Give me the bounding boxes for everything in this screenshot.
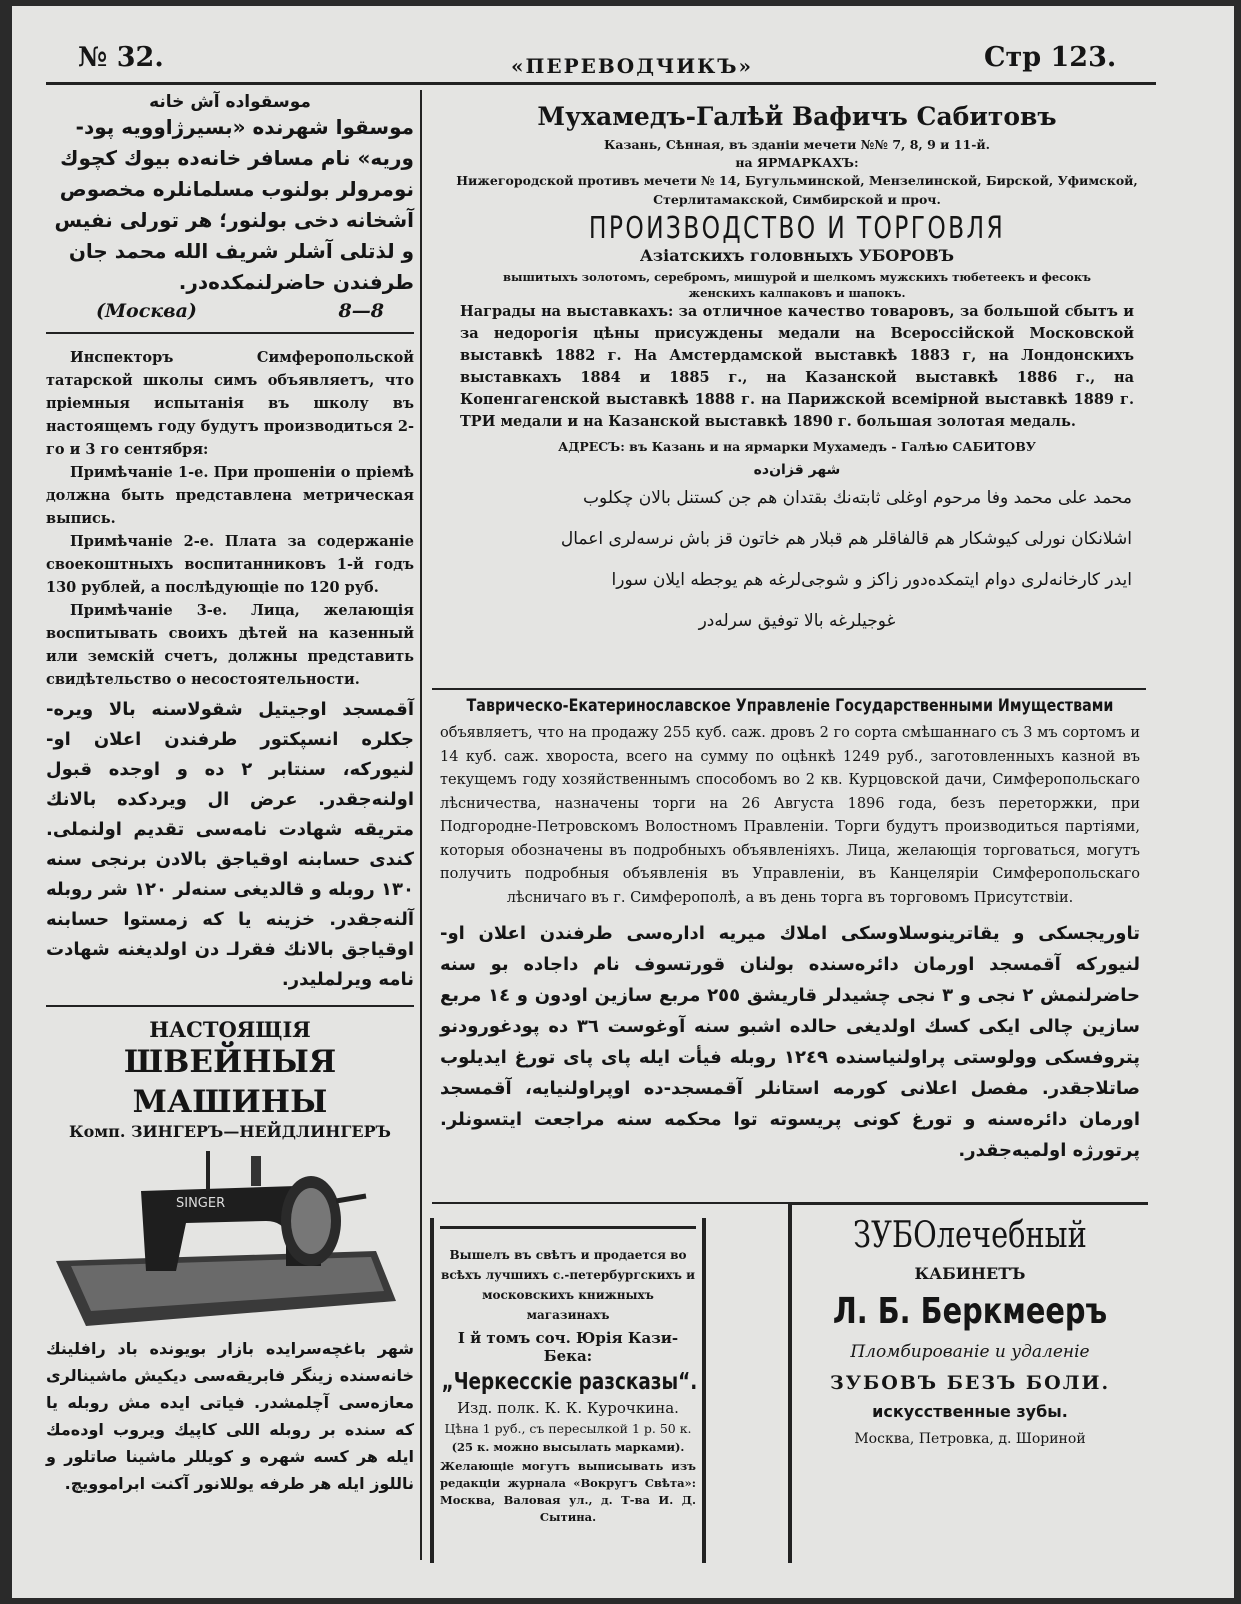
sabitov-name: Мухамедъ-Галѣй Вафичъ Сабитовъ (537, 102, 1057, 131)
arabic-line: ایدر کارخانەلری دوام ایتمکدەدور زاکز و شوجی‌لرغە هم یوجطە ایلان سورا (611, 570, 1132, 590)
singer-brand: SINGER (176, 1196, 226, 1211)
singer-ad-arabic: شهر باغچەسرایدە بازار بویوندە باد رافلینك خانەسندە زینگر فابریقەسی دیکیش ماشینالری معازەسی آچلمشدر. فیاتی ایدە مش روبلە یا کە سندە بر روبلە اللی کاپیك ویروب اودەمك ایلە هر کسە شهرە و کویللر ماشینا صاتلور و ناللوز ایلە هر طرفە یوللانور آکنت ابراموویچ. (46, 1339, 414, 1493)
book-title: „Черкесскіе разсказы“. (441, 1369, 698, 1395)
arabic-line: و لذتلی آشلر شریف الله محمد جان (68, 239, 414, 263)
book-ad (430, 1218, 706, 1563)
notice-paragraph: Инспекторъ Симферопольской татарской школы симъ объявляетъ, что пріемныя испытанія въ школу въ настоящемъ году будутъ производиться 2-го и 3 го сентября: (46, 349, 414, 458)
book-volume: I й томъ соч. Юрія Кази-Бека: (457, 1329, 679, 1365)
book-price: Цѣна 1 руб., съ пересылкой 1 р. 50 к. (444, 1421, 692, 1436)
section-rule (46, 332, 414, 334)
dentist-line2: КАБИНЕТЪ (914, 1264, 1026, 1283)
notice-paragraph: Примѣчаніе 2-е. Плата за содержаніе своекоштныхъ воспитанниковъ 1-й годъ 130 рублей, а послѣдующіе по 120 руб. (46, 533, 414, 596)
tavria-arabic: تاوریجسکی و یقاترینوسلاوسکی املاك ميريه ادارەسی طرفندن اعلان او-لنیورکە آقمسجد اورمان دائرەسندە بولنان قورتسوف نام داجادە بو سنە حاضرلنمش ٢ نجی و ٣ نجی چشیدلر قاریشق ٢٥٥ مربع سازین اودون و ١٤ مربع سازین چالی ایکی کسك اولدیغی حالدە اشبو سنە آوغوست ٣٦ دە پودغورودنو پتروفسکی وولوستی پراولنیاسندە ١٢٤٩ روبلە فیأت ایلە پای پای تورغ ایدیلوب صاتلاجقدر. مفصل اعلانی کورمە استانلر آقمسجد-دە اوپراولنیایە، آقمسجد اورمان دائرەسنە و تورغ کونی پریسوتە توا محکمە سنە مراجعت ایتسونلر. پرتورژە اولمیەجقدر. (440, 923, 1140, 1161)
left-column (46, 92, 414, 1497)
tavria-body: объявляетъ, что на продажу 255 куб. саж. дровъ 2 го сорта смѣшаннаго съ 3 мъ сортомъ и 14 куб. саж. хвороста, всего на сумму по оцѣнкѣ 1249 руб., заготовленныхъ казной въ текущемъ году хозяйственнымъ способомъ во 2 кв. Курцовской дачи, Симферопольскаго лѣсничества, назначены торги на 26 Августа 1896 года, безъ переторжки, при Подгородне-Петровскомъ Волостномъ Правленіи. Торги будутъ производиться партіями, которыя обозначены въ подробныхъ объявленіяхъ. Лица, желающія торговаться, могутъ получить подробныя объявленія въ Управленіи, въ Канцеляріи Симферопольскаго лѣсничаго въ г. Симферополѣ, а въ день торга въ торговомъ Присутствіи. (440, 725, 1140, 906)
sabitov-ad (452, 102, 1142, 642)
dentist-services: Пломбированіе и удаленіе (850, 1342, 1090, 1362)
box-rule (440, 1226, 696, 1229)
awards-text: Награды на выставкахъ: за отличное качество товаровъ, за большой сбытъ и за недорогія цѣны присуждены медали на Всероссійской Московской выставкѣ 1882 г. На Амстердамской выставкѣ 1883 г, на Лондонскихъ выставкахъ 1884 и 1885 г., на Казанской выставкѣ 1886 г., на Копенгагенской выставкѣ 1888 г. на Парижской всемірной выставкѣ 1889 г. ТРИ медали и на Казанской выставкѣ 1890 г. большая золотая медаль. (460, 303, 1134, 430)
arabic-line: موسقوا شهرندە «بسیرژاوویه پود- (75, 115, 414, 139)
singer-line2: ШВЕЙНЫЯ МАШИНЫ (123, 1044, 337, 1120)
sabitov-arabic (452, 478, 1142, 642)
arabic-ad-title: موسقوادە آش خانە (149, 92, 311, 112)
dentist-line1: ЗУБОлечебный (853, 1215, 1087, 1256)
production-headline: ПРОИЗВОДСТВО И ТОРГОВЛЯ (588, 211, 1006, 246)
newspaper-title: «ПЕРЕВОДЧИКЪ» (510, 54, 753, 78)
school-notice-arabic: آقمسجد اوجیتیل شقولاسنە بالا ویرە-جکلرە انسپکتور طرفندن اعلان او-لنیورکە، سنتابر ٢ دە و اوجدە قبول اولنەجقدر. عرض ال ویردکدە بالانك متریقە شهادت نامەسی تقدیم اولنملی. کندی حسابنە اوقیاجق بالادن برنجی سنە ١٣٠ روبلە و قالدیغی سنەلر ١٢٠ شر روبلە آلنەجقدر. خزینە یا کە زمستوا حسابنە اوقیاجق بالانك فقرلـ دن اولدیغنە شهادت نامە ویرلملیدر. (46, 699, 414, 990)
notice-paragraph: Примѣчаніе 3-е. Лица, желающія воспитывать своихъ дѣтей на казенный или земскій счетъ, должны представить свидѣтельство о несостоятельности. (46, 602, 414, 688)
ad-city: (Москва) (96, 300, 197, 322)
singer-line1: НАСТОЯЩІЯ (149, 1017, 311, 1042)
school-notice (46, 346, 414, 691)
hats-description: вышитыхъ золотомъ, серебромъ, мишурой и шелкомъ мужскихъ тюбетеекъ и фесокъ женскихъ калпаковъ и шапокъ. (503, 270, 1091, 300)
fairs-list: Нижегородской противъ мечети № 14, Бугульминской, Мензелинской, Бирской, Уфимской, Стерлитамакской, Симбирской и проч. (456, 173, 1138, 207)
section-rule (432, 688, 1146, 690)
dentist-address: Москва, Петровка, д. Шориной (854, 1431, 1086, 1447)
tavria-title: Таврическо-Екатеринославское Управленіе Государственными Имуществами (466, 696, 1114, 716)
dentist-painless: ЗУБОВЪ БЕЗЪ БОЛИ. (829, 1372, 1111, 1394)
arabic-line: محمد علی محمد وفا مرحوم اوغلی ثابتەنك بقتدان هم جن کستنل بالان چکلوب (583, 488, 1132, 508)
page-number: Стр 123. (984, 42, 1117, 73)
hats-subtitle: Азіатскихъ головныхъ УБОРОВЪ (639, 246, 955, 265)
tavria-notice (440, 696, 1140, 1166)
issue-number: № 32. (78, 42, 164, 73)
book-stamps: (25 к. можно высылать марками). (451, 1440, 685, 1454)
arabic-ad-lines (46, 112, 414, 298)
newspaper-page (12, 6, 1234, 1598)
arabic-subtitle: شهر قزان‌ده (753, 462, 841, 478)
dentist-name: Л. Б. Беркмееръ (832, 1291, 1108, 1332)
book-publisher: Изд. полк. К. К. Курочкина. (457, 1399, 679, 1417)
arabic-line: وریه» نام مسافر خانەدە بیوك کچوك (60, 146, 414, 170)
book-availability: Вышелъ въ свѣтъ и продается во всѣхъ лучшихъ с.-петербургскихъ и московскихъ книжныхъ магазинахъ (441, 1248, 695, 1322)
arabic-line: غوجیلرغە بالا توفیق سرلەدر (698, 611, 896, 631)
arabic-line: نومرولر بولنوب مسلمانلرە مخصوص (59, 177, 414, 201)
column-divider (420, 90, 422, 1560)
ad-count: 8—8 (338, 300, 384, 322)
header-rule (46, 82, 1156, 85)
sabitov-address: Казань, Сѣнная, въ зданіи мечети №№ 7, 8, 9 и 11-й. (604, 137, 990, 152)
arabic-line: طرفندن حاضرلنمکدەدر. (178, 270, 414, 294)
notice-paragraph: Примѣчаніе 1-е. При прошеніи о пріемѣ должна быть представлена метрическая выпись. (46, 464, 414, 527)
dentist-artificial: искусственные зубы. (872, 1402, 1068, 1421)
sabitov-address2: АДРЕСЪ: въ Казань и на ярмарки Мухамедъ - Галѣю САБИТОВУ (558, 439, 1036, 454)
sewing-machine-illustration (46, 1141, 414, 1331)
book-subscribe: Желающіе могутъ выписывать изъ редакціи журнала «Вокругъ Свѣта»: Москва, Валовая ул., д. Т-ва И. Д. Сытина. (440, 1459, 696, 1524)
section-rule (46, 1005, 414, 1007)
box-rule (792, 1202, 1148, 1205)
arabic-line: آشخانە دخی بولنور؛ هر تورلی نفیس (54, 208, 414, 232)
fairs-label: на ЯРМАРКАХЪ: (735, 155, 859, 170)
arabic-line: اشلانکان نورلی کیوشکار هم قالفاقلر هم قبلار هم خاتون قز باش نرسەلری اعمال (560, 529, 1132, 549)
singer-line3: Комп. ЗИНГЕРЪ—НЕЙДЛИНГЕРЪ (69, 1122, 391, 1141)
dentist-ad (788, 1202, 1148, 1563)
